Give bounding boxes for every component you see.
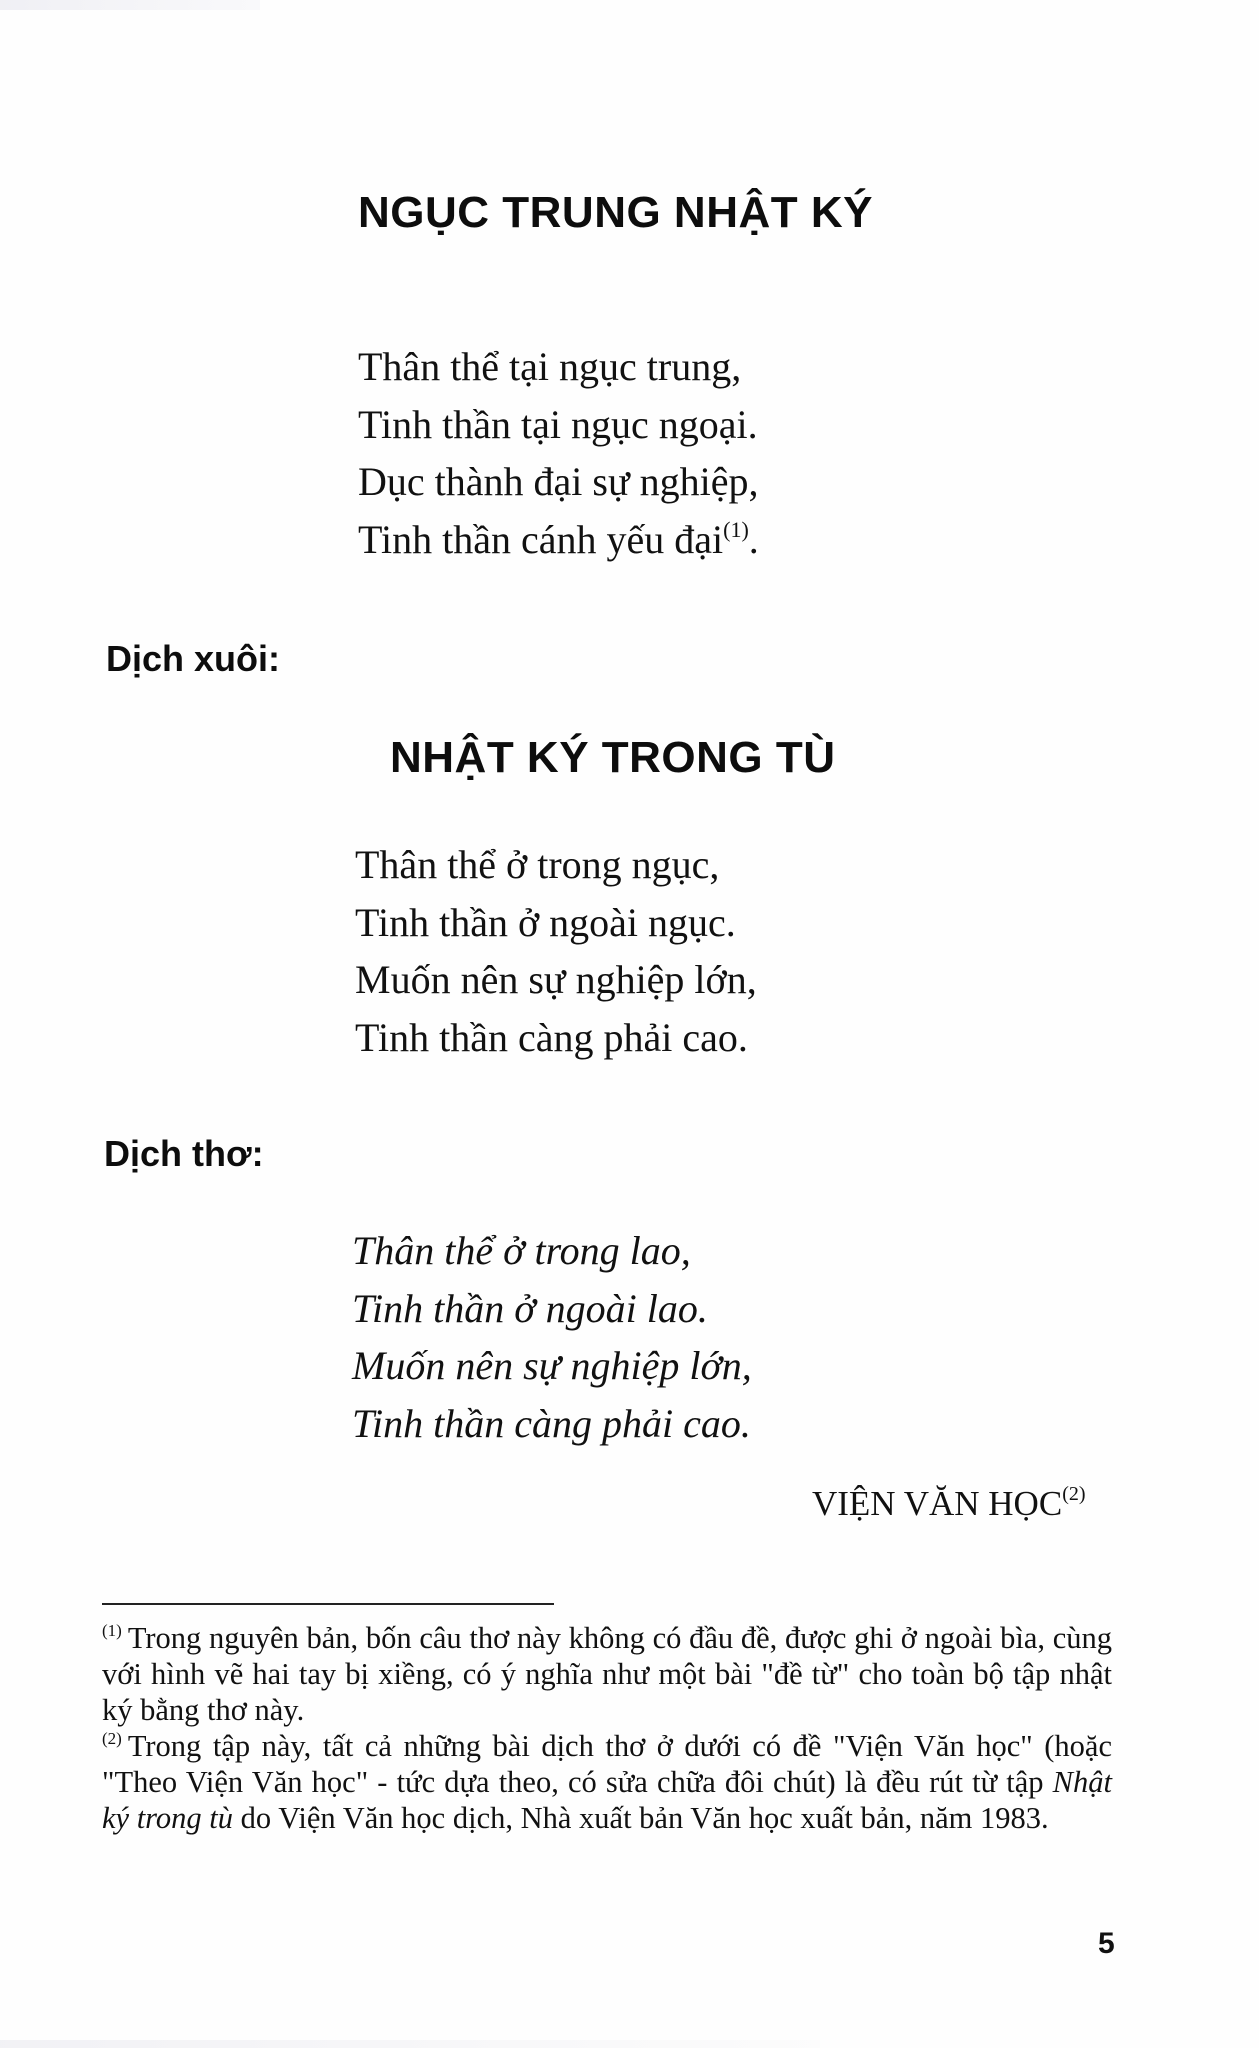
verse-translation-label: Dịch thơ: [104, 1133, 264, 1174]
poem-line: Thân thể ở trong ngục, [355, 842, 720, 887]
footnote-text: Trong nguyên bản, bốn câu thơ này không có đầu đề, được ghi ở ngoài bìa, cùng với hình vẽ hai tay bị xiềng, có ý nghĩa như một bài "đề từ" cho toàn bộ tập nhật ký bằng thơ này. [102, 1621, 1112, 1727]
scan-edge-top [0, 0, 260, 10]
poem-line: Muốn nên sự nghiệp lớn, [352, 1343, 752, 1388]
footnotes [102, 1620, 1112, 1836]
poem-line: Thân thể ở trong lao, [352, 1228, 691, 1273]
credit-text: VIỆN VĂN HỌC [812, 1484, 1063, 1523]
footnote-mark: (2) [102, 1729, 122, 1748]
footnote-1 [102, 1620, 1112, 1728]
translation-credit [812, 1484, 1086, 1524]
footnote-divider [102, 1603, 554, 1605]
poem-line: Tinh thần càng phải cao. [352, 1400, 751, 1446]
original-poem-title: NGỤC TRUNG NHẬT KÝ [358, 188, 873, 237]
poem-line: Tinh thần càng phải cao. [355, 1014, 748, 1060]
footnote-text: Trong tập này, tất cả những bài dịch thơ ở dưới có đề "Viện Văn học" (hoặc "Theo Viện Văn học" - tức dựa theo, có sửa chữa đôi chút) là đều rút từ tập [102, 1729, 1112, 1799]
poem-line-punct: . [748, 516, 759, 562]
poem-line: Tinh thần ở ngoài lao. [352, 1285, 708, 1331]
footnote-ref: (1) [723, 516, 749, 542]
verse-translation [352, 1222, 752, 1452]
prose-translation [355, 836, 757, 1066]
original-poem [358, 338, 759, 568]
page-number: 5 [1098, 1927, 1115, 1960]
footnote-2 [102, 1728, 1112, 1836]
poem-line: Tinh thần tại ngục ngoại. [358, 401, 758, 447]
poem-line: Thân thể tại ngục trung, [358, 344, 742, 389]
poem-line-text: Tinh thần cánh yếu đại [358, 516, 724, 562]
footnote-ref: (2) [1062, 1483, 1086, 1505]
prose-translation-title: NHẬT KÝ TRONG TÙ [390, 733, 836, 782]
footnote-text: do Viện Văn học dịch, Nhà xuất bản Văn học xuất bản, năm 1983. [233, 1801, 1049, 1835]
scan-edge-bottom [0, 2040, 820, 2048]
poem-line: Tinh thần ở ngoài ngục. [355, 899, 736, 945]
poem-line: Dục thành đại sự nghiệp, [358, 459, 759, 504]
footnote-book-title: Nhật ký trong tù [102, 1765, 1112, 1835]
prose-translation-label: Dịch xuôi: [106, 638, 281, 679]
poem-line: Muốn nên sự nghiệp lớn, [355, 957, 757, 1002]
footnote-mark: (1) [102, 1621, 122, 1640]
poem-line [358, 511, 759, 569]
